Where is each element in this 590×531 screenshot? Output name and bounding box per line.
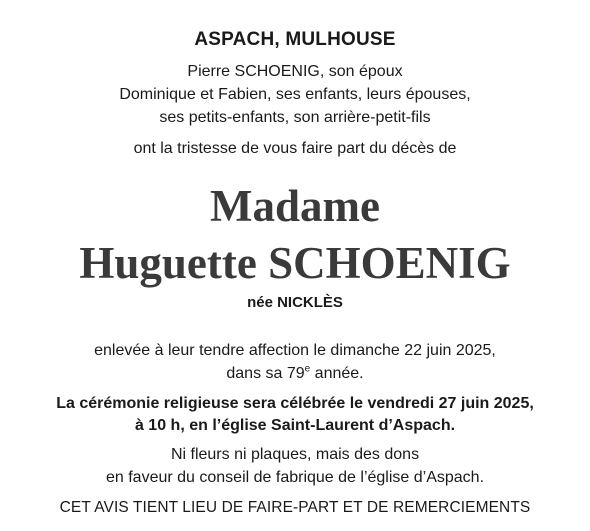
age-ordinal-suffix: e (304, 363, 311, 375)
age-line (0, 364, 590, 384)
age-prefix: dans sa 79 (226, 365, 305, 382)
donations-line-1: Ni fleurs ni plaques, mais des dons (170, 446, 420, 463)
location-heading: ASPACH, MULHOUSE (194, 29, 396, 50)
family-line-3: ses petits-enfants, son arrière-petit-fils (159, 109, 431, 126)
deceased-name: Huguette SCHOENIG (79, 238, 511, 288)
family-line-1: Pierre SCHOENIG, son époux (187, 63, 403, 80)
maiden-name: née NICKLÈS (247, 294, 343, 311)
ceremony-line-1: La cérémonie religieuse sera célébrée le vendredi 27 juin 2025, (56, 395, 534, 412)
family-line-2: Dominique et Fabien, ses enfants, leurs épouses, (119, 86, 471, 103)
announcement-line: ont la tristesse de vous faire part du décès de (133, 140, 457, 157)
footer-note: CET AVIS TIENT LIEU DE FAIRE-PART ET DE REMERCIEMENTS (59, 499, 531, 516)
deceased-title: Madame (210, 181, 380, 231)
donations-line-2: en faveur du conseil de fabrique de l’église d’Aspach. (105, 469, 485, 486)
passing-line: enlevée à leur tendre affection le dimanche 22 juin 2025, (94, 342, 496, 359)
age-suffix: année. (310, 365, 364, 382)
ceremony-line-2: à 10 h, en l’église Saint-Laurent d’Aspach. (134, 417, 456, 434)
